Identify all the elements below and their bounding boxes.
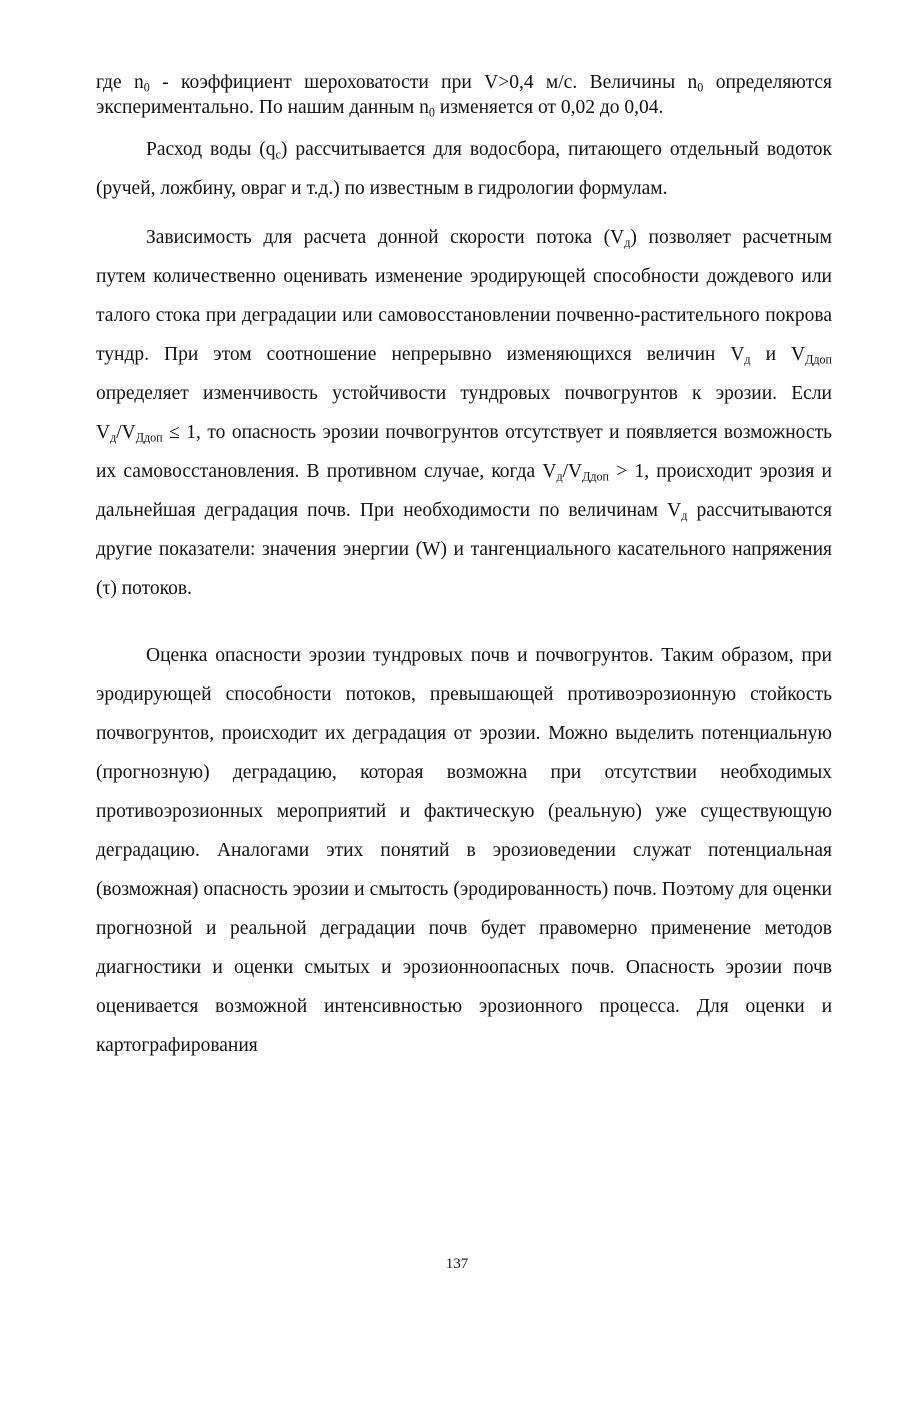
text-run: определяет изменчивость устойчивости тундровых почвогрунтов к эрозии. Если V — [96, 383, 832, 443]
text-run: рассчитываются другие показатели: значения энергии (W) и тангенциального касательного напряжения (τ) потоков. — [96, 500, 833, 599]
subscript: д — [681, 508, 688, 523]
page-body — [96, 70, 832, 1065]
subscript: Ддоп — [805, 352, 832, 367]
text-run: где n — [96, 72, 144, 93]
paragraph-bottom-velocity — [96, 218, 832, 608]
paragraph-roughness-coefficient — [96, 70, 832, 120]
subscript: д — [110, 430, 117, 445]
paragraph-water-discharge — [96, 130, 832, 208]
text-run: определяются экспериментально. По нашим данным n — [96, 72, 833, 118]
text-run: изменяется от 0,02 до 0,04. — [434, 97, 664, 118]
text-run: ) позволяет расчетным путем количественно оценивать изменение эродирующей способности дождевого или талого стока при деградации или самовосстановлении почвенно-растительного покрова тундр. При этом соотношение непрерывно изменяющихся величин V — [96, 227, 832, 365]
text-run: - коэффициент шероховатости при V>0,4 м/с. Величины n — [149, 72, 698, 93]
subscript: д — [744, 352, 751, 367]
text-run: Зависимость для расчета донной скорости потока (V — [146, 227, 625, 248]
subscript: 0 — [428, 105, 435, 120]
subscript: Ддоп — [582, 469, 610, 484]
text-run: Оценка опасности эрозии тундровых почв и почвогрунтов. Таким образом, при эродирующей способности потоков, превышающей противоэрозионную стойкость почвогрунтов, происходит их деградация от эрозии. Можно выделить потенциальную (прогнозную) деградацию, которая возможна при отсутствии необходимых противоэрозионных мероприятий и фактическую (реальную) уже существующую деградацию. Аналогами этих понятий в эрозиоведении служат потенциальная (возможная) опасность эрозии и смытость (эродированность) почв. Поэтому для оценки прогнозной и реальной деградации почв будет правомерно применение методов диагностики и оценки смытых и эрозионноопасных почв. Опасность эрозии почв оценивается возможной интенсивностью эрозионного процесса. Для оценки и картографирования — [96, 645, 832, 1056]
text-run: /V — [562, 461, 583, 482]
text-run: > 1, происходит эрозия и дальнейшая деградация почв. При необходимости по величинам V — [96, 461, 832, 521]
subscript: c — [275, 147, 281, 162]
subscript: 0 — [697, 80, 704, 95]
paragraph-erosion-hazard-assessment — [96, 636, 832, 1065]
subscript: д — [624, 235, 631, 250]
page-number: 137 — [445, 1256, 469, 1272]
subscript: Ддоп — [135, 430, 163, 445]
text-run: ) рассчитывается для водосбора, питающего отдельный водоток (ручей, ложбину, овраг и т.д.) по известным в гидрологии формулам. — [96, 139, 832, 199]
text-run: ≤ 1, то опасность эрозии почвогрунтов отсутствует и появляется возможность их самовосстановления. В противном случае, когда V — [96, 422, 832, 482]
subscript: 0 — [143, 80, 150, 95]
text-run: /V — [116, 422, 136, 443]
text-run: Расход воды (q — [146, 139, 276, 160]
text-run: и V — [750, 344, 806, 365]
subscript: д — [556, 469, 563, 484]
